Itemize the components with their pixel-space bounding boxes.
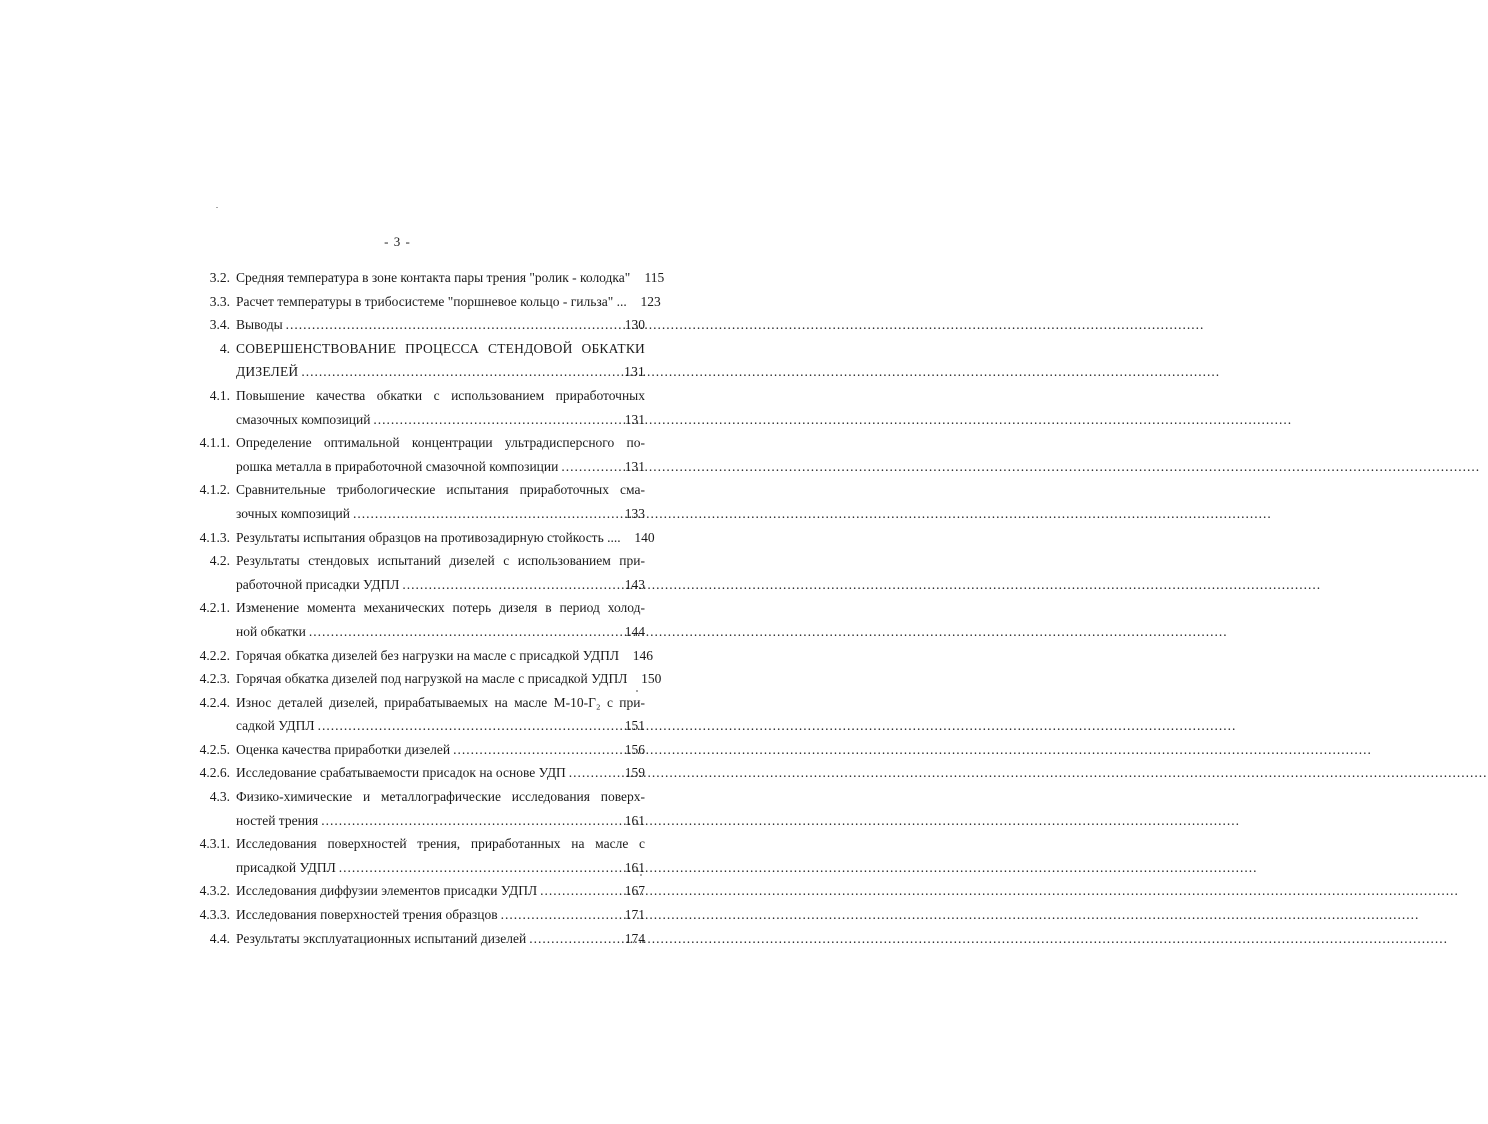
toc-entry-title-line: Исследования поверхностей трения образцов [236,907,498,923]
toc-entry-page: 115 [644,270,665,285]
toc-entry-number: 4.4. [209,930,230,946]
toc-entry-body [236,832,645,879]
toc-entry-title-line: Повышение качества обкатки с использованием приработочных [236,387,645,403]
toc-entry-title-line: ДИЗЕЛЕЙ [236,364,299,380]
toc-entry-last-line [236,360,645,384]
toc-entry-title-line: Определение оптимальной концентрации ультрадисперсного по- [236,435,645,451]
toc-entry-title-line: садкой УДПЛ [236,718,315,734]
toc-entry-body [236,927,645,951]
toc-entry-title-line: присадкой УДПЛ [236,859,336,875]
toc-entry-number: 4. [219,340,230,356]
toc-entry [190,644,654,668]
toc-entry-page: 159 [624,765,645,781]
toc-entry-last-line [236,761,645,785]
toc-entry-title-line: ностей трения [236,812,319,828]
toc-entry-number: 4.2.1. [199,600,230,616]
toc-entry-page: 151 [624,718,645,734]
toc-entry-number: 4.1. [209,387,230,403]
toc-entry-page: 133 [624,505,645,521]
toc-entry [190,667,662,691]
toc-entry-last-line [236,573,645,597]
toc-entry-title-line: ной обкатки [236,623,306,639]
toc-entry-number: 4.1.3. [199,529,230,545]
toc-entry-page: 130 [624,317,645,333]
toc-entry [190,691,645,738]
toc-entry-last-line [236,313,645,337]
toc-entry-title-line: Выводы [236,317,283,333]
toc-entry-number: 4.3. [209,789,230,805]
toc-entry-body [236,478,645,525]
toc-entry-title-line: Исследование срабатываемости присадок на основе УДП [236,765,566,781]
toc-entry-body [236,431,645,478]
toc-entry-title-line: зочных композиций [236,505,350,521]
toc-entry-number: 4.2.5. [199,741,230,757]
toc-entry-last-line [236,620,645,644]
toc-entry-last-line [236,714,645,738]
toc-entry-body [236,879,645,903]
toc-entry-page: 146 [632,647,654,663]
toc-entry-last-line [236,644,654,668]
dot-leader [286,313,614,337]
toc-entry [190,832,645,879]
toc-entry-title-line: работочной присадки УДПЛ [236,576,400,592]
toc-entry-body [236,785,645,832]
toc-entry-title-line: Сравнительные трибологические испытания приработочных сма- [236,482,645,498]
dot-leader [318,714,614,738]
toc-entry-last-line [236,738,645,762]
toc-entry-body [236,738,645,762]
toc-entry-body [236,526,655,550]
page-number: - 3 - [384,234,411,249]
toc-entry-page: 140 [634,529,655,545]
toc-entry [190,384,645,431]
toc-entry [190,290,661,314]
toc-entry-body [236,596,645,643]
toc-entry-page: 161 [624,812,645,828]
toc-entry-page: 174 [624,930,645,946]
toc-entry-body [236,266,665,290]
toc-entry-last-line [236,526,655,550]
toc-entry-page: 131 [624,411,645,427]
toc-entry-body [236,903,645,927]
toc-entry-number: 3.2. [209,270,230,285]
toc-entry-number: 4.2.3. [199,671,230,687]
toc-entry-body [236,667,662,691]
toc-entry-number: 4.2.2. [199,647,230,663]
toc-entry-title-line: Физико-химические и металлографические исследования поверх- [236,789,645,805]
toc-entry-number: 3.3. [209,293,230,309]
toc-entry-number: 4.3.1. [199,836,230,852]
toc-entry-body [236,384,645,431]
toc-entry [190,266,665,290]
toc-entry-title-line: Исследования поверхностей трения, приработанных на масле с [236,836,645,852]
toc-entry-page: 161 [624,859,645,875]
toc-entry-body [236,691,645,738]
toc-entry [190,596,645,643]
toc-entry-page: 150 [641,671,662,687]
dot-leader [353,502,614,526]
toc-entry-number: 4.2. [209,553,230,569]
toc-entry-title-line: Горячая обкатка дизелей без нагрузки на масле с присадкой УДПЛ [236,647,620,663]
table-of-contents [190,266,665,950]
toc-entry-number: 4.2.4. [199,694,230,710]
toc-entry-title-line: СОВЕРШЕНСТВОВАНИЕ ПРОЦЕССА СТЕНДОВОЙ ОБКАТКИ [236,340,645,356]
toc-entry [190,879,645,903]
toc-entry-page: 143 [624,576,645,592]
toc-entry-body [236,313,645,337]
toc-entry [190,738,645,762]
toc-entry-page: 167 [624,883,645,899]
toc-entry [190,785,645,832]
toc-entry-title-line: Оценка качества приработки дизелей [236,741,451,757]
toc-entry-title-line: Средняя температура в зоне контакта пары трения "ролик - колодка" [236,270,631,285]
toc-entry-last-line [236,290,661,314]
toc-entry-title-line: рошка металла в приработочной смазочной композиции [236,458,559,474]
toc-entry-body [236,549,645,596]
dot-leader [373,408,614,432]
toc-entry-page: 123 [640,293,661,309]
toc-entry-last-line [236,856,645,880]
toc-entry-number: 3.4. [209,317,230,333]
toc-entry-last-line [236,667,662,691]
dot-leader [309,620,614,644]
dot-leader [569,761,614,785]
dot-leader [529,927,614,951]
toc-entry [190,478,645,525]
toc-entry-last-line [236,408,645,432]
toc-entry [190,526,655,550]
toc-entry-last-line [236,903,645,927]
toc-entry-last-line [236,809,645,833]
toc-entry [190,903,645,927]
toc-entry-last-line [236,879,645,903]
toc-entry-page: 131 [624,364,645,380]
toc-entry-title-line: Расчет температуры в трибосистеме "поршневое кольцо - гильза" ... [236,293,627,309]
dot-leader [402,573,614,597]
toc-entry-title-line: Изменение момента механических потерь дизеля в период холод- [236,600,645,616]
dot-leader [301,360,614,384]
dot-leader [540,879,614,903]
toc-entry-page: 156 [624,741,645,757]
toc-entry [190,761,645,785]
toc-entry-number: 4.1.1. [199,435,230,451]
toc-entry-body [236,337,645,384]
toc-entry-page: 144 [624,623,645,639]
toc-entry-title-line: Износ деталей дизелей, прирабатываемых на масле М-10-Г₂ с при- [236,694,645,710]
toc-entry-page: 171 [624,907,645,923]
toc-entry [190,431,645,478]
toc-entry [190,549,645,596]
toc-entry-title-line: Горячая обкатка дизелей под нагрузкой на масле с присадкой УДПЛ [236,671,628,687]
toc-entry-title-line: Результаты испытания образцов на противозадирную стойкость .... [236,529,621,545]
dot-leader [561,455,614,479]
toc-entry [190,337,645,384]
toc-entry-body [236,644,654,668]
toc-entry-title-line: Результаты эксплуатационных испытаний дизелей [236,930,527,946]
toc-entry-last-line [236,455,645,479]
toc-entry-number: 4.1.2. [199,482,230,498]
toc-entry-title-line: Исследования диффузии элементов присадки УДПЛ [236,883,538,899]
toc-entry-body [236,761,645,785]
dot-leader [321,809,614,833]
dot-leader [339,856,614,880]
toc-entry-number: 4.3.2. [199,883,230,899]
toc-entry-last-line [236,502,645,526]
toc-entry-body [236,290,661,314]
toc-entry-last-line [236,927,645,951]
toc-entry [190,927,645,951]
toc-entry-title-line: Результаты стендовых испытаний дизелей с использованием при- [236,553,645,569]
toc-entry-last-line [236,266,665,290]
toc-entry-number: 4.3.3. [199,907,230,923]
toc-entry-number: 4.2.6. [199,765,230,781]
toc-entry [190,313,645,337]
toc-entry-title-line: смазочных композиций [236,411,371,427]
dot-leader [501,903,614,927]
dot-leader [453,738,614,762]
toc-entry-page: 131 [624,458,645,474]
